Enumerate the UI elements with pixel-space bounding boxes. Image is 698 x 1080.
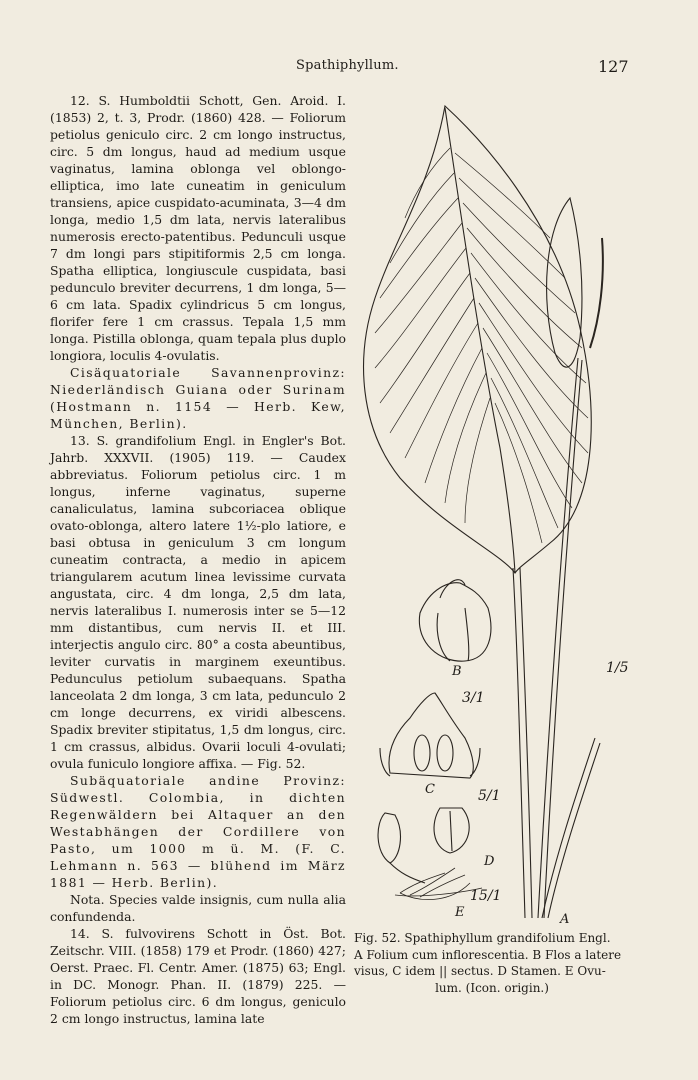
scale-label-e: 15/1 xyxy=(470,888,502,904)
paragraph-nota: Nota. Species valde insignis, cum nulla alia confundenda. xyxy=(50,892,346,924)
paragraph-distribution-13: Subäquatoriale andine Provinz: Südwestl. Colombia, in dichten Regenwäldern bei Altaquer an den Westabhängen der Cordillere von Pasto, um 1000 m ü. M. (F. C. Lehmann n. 563 — blühend im März 1881 — Herb. Berlin). xyxy=(50,773,346,890)
ovule-drawing xyxy=(395,868,482,900)
figure-caption xyxy=(354,930,630,996)
peduncle xyxy=(538,358,582,918)
flower-side-view xyxy=(419,580,491,661)
paragraph-distribution-12: Cisäquatoriale Savannenprovinz: Niederländisch Guiana oder Surinam (Hostmann n. 1154 — Herb. Kew, München, Berlin). xyxy=(50,365,346,431)
page-number: 127 xyxy=(598,57,629,76)
second-stalk xyxy=(542,738,600,918)
leaf-petiole xyxy=(513,568,532,918)
stamen-drawing xyxy=(378,808,469,883)
spathe xyxy=(547,198,582,367)
paragraph-species-12: 12. S. Humboldtii Schott, Gen. Aroid. I. (1853) 2, t. 3, Prodr. (1860) 428. — Foliorum petiolus geniculo circ. 2 cm longo instructus, circ. 5 dm longus, haud ad medium usque vaginatus, lamina oblonga vel oblongo-elliptica, imo late cuneatim in geniculum transiens, apice cuspidato-acuminata, 3—4 dm longa, medio 1,5 dm lata, nervis lateralibus numerosis erecto-patentibus. Pedunculi usque 7 dm longi pars stipitiformis 2,5 cm longa. Spatha elliptica, longiuscule cuspidata, basi pedunculo breviter decurrens, 1 dm longa, 5—6 cm lata. Spadix cylindricus 5 cm longus, florifer fere 1 cm crassus. Tepala 1,5 mm longa. Pistilla oblonga, quam tepala plus duplo longiora, loculis 4-ovulatis. xyxy=(50,93,346,363)
figure-label-a: A xyxy=(560,912,570,927)
scale-label-b: 3/1 xyxy=(462,690,485,706)
paragraph-species-13: 13. S. grandifolium Engl. in Engler's Bot. Jahrb. XXXVII. (1905) 119. — Caudex abbreviatus. Foliorum petiolus circ. 1 m longus, inferne vaginatus, superne canaliculatus, lamina subcoriacea oblique ovato-oblonga, altero latere 1½-plo latiore, e basi obtusa in geniculum 3 cm longum cuneatim contracta, a medio in apicem triangularem acutum linea levissime curvata angustata, circ. 4 dm longa, 2,5 dm lata, nervis lateralibus I. numerosis inter se 5—12 mm distantibus, cum nervis II. et III. interjectis angulo circ. 80° a costa abeuntibus, leviter curvatis in marginem exeuntibus. Pedunculus petiolum subaequans. Spatha lanceolata 2 dm longa, 3 cm lata, pedunculo 2 cm longe decurrens, ex viridi albescens. Spadix breviter stipitatus, 1,5 dm longus, circ. 1 cm crassus, albidus. Ovarii loculi 4-ovulati; ovula funiculo longiore affixa. — Fig. 52. xyxy=(50,433,346,771)
botanical-illustration xyxy=(350,98,650,938)
figure-label-b: B xyxy=(452,664,462,679)
scale-label-a: 1/5 xyxy=(606,660,629,676)
caption-line-3: visus, C idem || sectus. D Stamen. E Ovu- xyxy=(354,964,606,978)
spadix xyxy=(590,238,603,348)
scale-label-c: 5/1 xyxy=(478,788,501,804)
caption-line-2: A Folium cum inflorescentia. B Flos a latere xyxy=(354,947,622,962)
caption-line-4: lum. (Icon. origin.) xyxy=(435,980,549,995)
illustration-svg xyxy=(350,98,650,938)
text-column xyxy=(50,92,346,1027)
figure-label-e: E xyxy=(455,905,465,920)
paragraph-species-14: 14. S. fulvovirens Schott in Öst. Bot. Zeitschr. VIII. (1858) 179 et Prodr. (1860) 427; Oerst. Praec. Fl. Centr. Amer. (1875) 63; Engl. in DC. Monogr. Phan. II. (1879) 225. — Foliorum petiolus circ. 6 dm longus, geniculo 2 cm longo instructus, lamina late xyxy=(50,926,346,1026)
leaf-midrib xyxy=(445,108,515,573)
figure-label-d: D xyxy=(484,854,495,869)
running-title: Spathiphyllum. xyxy=(296,58,399,73)
caption-line-1: Fig. 52. Spathiphyllum grandifolium Engl. xyxy=(354,931,611,945)
figure-label-c: C xyxy=(425,782,435,797)
